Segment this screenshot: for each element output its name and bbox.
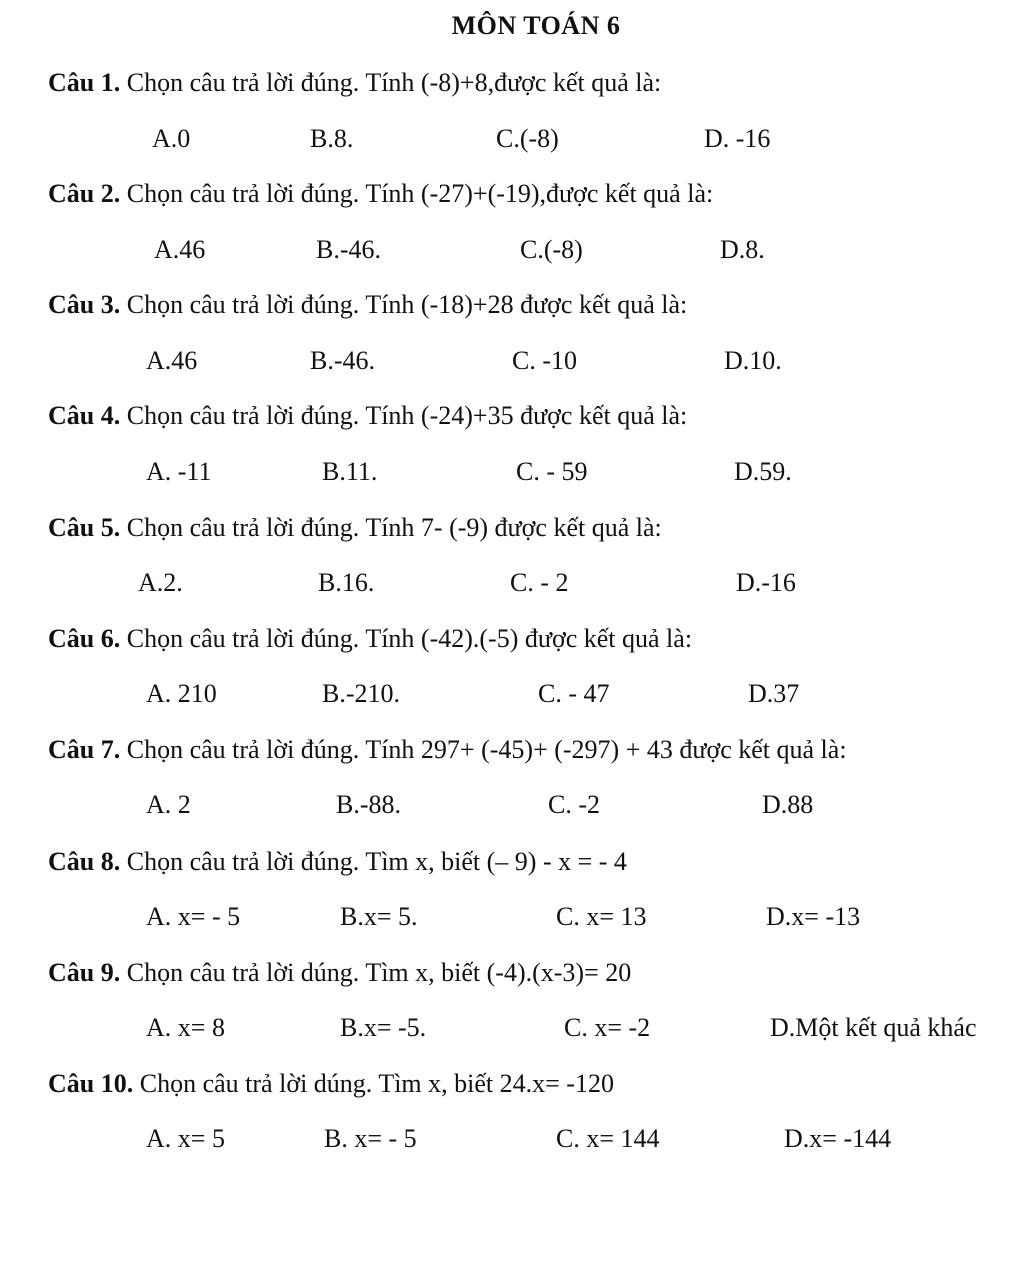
question-2-option-a: A.46	[154, 235, 206, 264]
question-5-option-b: B.16.	[318, 568, 375, 597]
question-7-option-a: A. 2	[146, 790, 191, 819]
question-5-option-c: C. - 2	[510, 568, 569, 597]
question-9-label: Câu 9.	[48, 958, 121, 987]
question-2-options	[0, 233, 1024, 267]
question-8-text: Chọn câu trả lời đúng. Tìm x, biết (– 9) - x = - 4	[120, 847, 627, 876]
question-5-option-a: A.2.	[138, 568, 183, 597]
question-1-text: Chọn câu trả lời đúng. Tính (-8)+8,được kết quả là:	[120, 68, 662, 97]
question-7	[48, 733, 847, 767]
question-8-option-b: B.x= 5.	[340, 902, 418, 931]
question-7-option-b: B.-88.	[336, 790, 401, 819]
question-10-option-c: C. x= 144	[556, 1124, 660, 1153]
question-1-options	[0, 122, 1024, 156]
question-9-option-b: B.x= -5.	[340, 1013, 427, 1042]
question-10-text: Chọn câu trả lời dúng. Tìm x, biết 24.x= -120	[133, 1069, 614, 1098]
question-5-options	[0, 566, 1024, 600]
question-3	[48, 288, 687, 322]
question-2-text: Chọn câu trả lời đúng. Tính (-27)+(-19),được kết quả là:	[120, 179, 714, 208]
question-5	[48, 511, 662, 545]
question-6	[48, 622, 692, 656]
question-3-option-c: C. -10	[512, 346, 577, 375]
question-9-options	[0, 1011, 1024, 1045]
question-8-label: Câu 8.	[48, 847, 121, 876]
question-9	[48, 956, 631, 990]
question-3-option-d: D.10.	[724, 346, 782, 375]
question-10-option-a: A. x= 5	[146, 1124, 225, 1153]
question-4-label: Câu 4.	[48, 401, 121, 430]
question-8-option-d: D.x= -13	[766, 902, 861, 931]
question-4-option-c: C. - 59	[516, 457, 588, 486]
question-2-option-d: D.8.	[720, 235, 765, 264]
question-2	[48, 177, 713, 211]
question-6-text: Chọn câu trả lời đúng. Tính (-42).(-5) được kết quả là:	[120, 624, 693, 653]
question-2-label: Câu 2.	[48, 179, 121, 208]
question-4	[48, 399, 687, 433]
question-3-option-b: B.-46.	[310, 346, 375, 375]
question-1-label: Câu 1.	[48, 68, 121, 97]
question-4-option-d: D.59.	[734, 457, 792, 486]
question-3-label: Câu 3.	[48, 290, 121, 319]
question-1-option-d: D. -16	[704, 124, 771, 153]
question-7-option-c: C. -2	[548, 790, 600, 819]
question-9-option-d: D.Một kết quả khác	[770, 1013, 977, 1042]
question-3-option-a: A.46	[146, 346, 198, 375]
question-7-options	[0, 788, 1024, 822]
question-9-option-a: A. x= 8	[146, 1013, 225, 1042]
question-10	[48, 1067, 614, 1101]
question-6-options	[0, 677, 1024, 711]
question-10-label: Câu 10.	[48, 1069, 134, 1098]
question-3-options	[0, 344, 1024, 378]
question-5-label: Câu 5.	[48, 513, 121, 542]
question-10-options	[0, 1122, 1024, 1156]
question-1-option-b: B.8.	[310, 124, 354, 153]
question-6-option-d: D.37	[748, 679, 800, 708]
question-7-text: Chọn câu trả lời đúng. Tính 297+ (-45)+ (-297) + 43 được kết quả là:	[120, 735, 847, 764]
question-4-text: Chọn câu trả lời đúng. Tính (-24)+35 được kết quả là:	[120, 401, 688, 430]
question-10-option-b: B. x= - 5	[324, 1124, 417, 1153]
question-8-option-a: A. x= - 5	[146, 902, 241, 931]
question-8	[48, 845, 627, 879]
question-2-option-c: C.(-8)	[520, 235, 583, 264]
question-10-option-d: D.x= -144	[784, 1124, 892, 1153]
question-1	[48, 66, 661, 100]
question-6-option-c: C. - 47	[538, 679, 610, 708]
question-5-option-d: D.-16	[736, 568, 796, 597]
question-8-option-c: C. x= 13	[556, 902, 647, 931]
question-6-option-b: B.-210.	[322, 679, 400, 708]
question-1-option-a: A.0	[152, 124, 191, 153]
page-title: MÔN TOÁN 6	[451, 11, 621, 40]
question-7-option-d: D.88	[762, 790, 814, 819]
question-3-text: Chọn câu trả lời đúng. Tính (-18)+28 được kết quả là:	[120, 290, 688, 319]
question-6-option-a: A. 210	[146, 679, 217, 708]
question-9-option-c: C. x= -2	[564, 1013, 651, 1042]
question-2-option-b: B.-46.	[316, 235, 381, 264]
question-7-label: Câu 7.	[48, 735, 121, 764]
question-4-option-a: A. -11	[146, 457, 212, 486]
question-6-label: Câu 6.	[48, 624, 121, 653]
question-1-option-c: C.(-8)	[496, 124, 559, 153]
question-8-options	[0, 900, 1024, 934]
question-5-text: Chọn câu trả lời đúng. Tính 7- (-9) được kết quả là:	[120, 513, 662, 542]
question-4-options	[0, 455, 1024, 489]
question-9-text: Chọn câu trả lời dúng. Tìm x, biết (-4).(x-3)= 20	[120, 958, 632, 987]
question-4-option-b: B.11.	[322, 457, 378, 486]
